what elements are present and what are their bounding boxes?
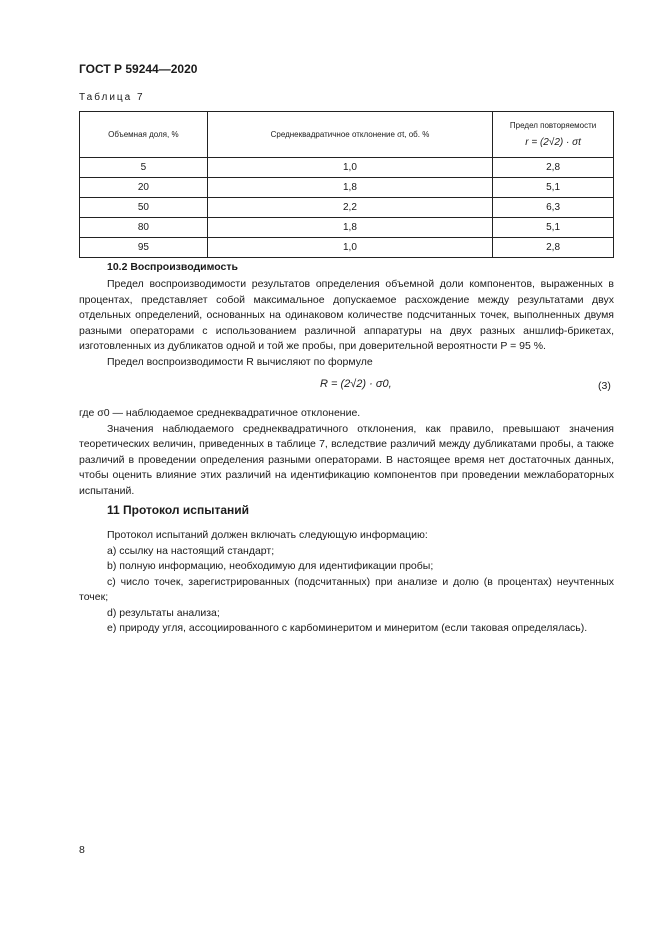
- cell-limit: 5,1: [493, 218, 614, 238]
- section-10-2-notes: [79, 406, 614, 499]
- page-number: 8: [79, 844, 85, 856]
- paragraph-protocol-intro: Протокол испытаний должен включать следующую информацию:: [107, 529, 428, 541]
- section-heading-11: 11 Протокол испытаний: [107, 503, 249, 517]
- list-item: c) число точек, зарегистрированных (подсчитанных) при анализе и долю (в процентах) неучтенных точек;: [79, 575, 614, 603]
- col-header-repeatability: [493, 112, 614, 158]
- cell-limit: 2,8: [493, 158, 614, 178]
- list-item: e) природу угля, ассоциированного с карбоминеритом и минеритом (если таковая определялась).: [107, 622, 588, 634]
- cell-fraction: 95: [80, 238, 208, 258]
- table-header-row: [80, 112, 614, 158]
- section-11-text: [79, 528, 614, 637]
- cell-limit: 2,8: [493, 238, 614, 258]
- cell-fraction: 80: [80, 218, 208, 238]
- cell-limit: 6,3: [493, 198, 614, 218]
- paragraph-where: где σ0 — наблюдаемое среднеквадратичное отклонение.: [79, 407, 361, 419]
- table-row: [80, 218, 614, 238]
- cell-std-dev: 1,8: [207, 218, 492, 238]
- cell-fraction: 20: [80, 178, 208, 198]
- list-item: a) ссылку на настоящий стандарт;: [107, 544, 275, 557]
- cell-fraction: 50: [80, 198, 208, 218]
- equation-number: (3): [598, 380, 611, 392]
- table-caption: Таблица 7: [79, 92, 145, 103]
- cell-std-dev: 1,0: [207, 238, 492, 258]
- cell-std-dev: 2,2: [207, 198, 492, 218]
- table-row: [80, 178, 614, 198]
- table-row: [80, 238, 614, 258]
- paragraph-formula-intro: Предел воспроизводимости R вычисляют по формуле: [107, 355, 373, 368]
- table-row: [80, 158, 614, 178]
- col-header-std-dev: Среднеквадратичное отклонение σt, об. %: [207, 112, 492, 158]
- paragraph-reproducibility-definition: Предел воспроизводимости результатов определения объемной доли компонентов, выраженных в процентах, представляет собой максимальное допускаемое расхождение между результатами двух отдельных определений, основанных на одинаковом количестве подсчитанных точек, выполненных двумя разными операторами с использованием различной аппаратуры на двух разных аншлиф-брикетах, изготовленных из дубликатов одной и той же пробы, при доверительной вероятности P = 95 %.: [79, 278, 614, 352]
- list-item: d) результаты анализа;: [107, 606, 220, 619]
- section-10-2-text: [79, 277, 614, 370]
- formula-3: R = (2√2) · σ0,: [320, 378, 392, 390]
- section-heading-10-2: 10.2 Воспроизводимость: [107, 261, 238, 273]
- cell-limit: 5,1: [493, 178, 614, 198]
- col-header-fraction: Объемная доля, %: [80, 112, 208, 158]
- cell-fraction: 5: [80, 158, 208, 178]
- standard-designation: ГОСТ Р 59244—2020: [79, 62, 198, 76]
- table-row: [80, 198, 614, 218]
- list-item: b) полную информацию, необходимую для идентификации пробы;: [107, 560, 434, 572]
- table-7: [79, 111, 614, 258]
- cell-std-dev: 1,8: [207, 178, 492, 198]
- cell-std-dev: 1,0: [207, 158, 492, 178]
- paragraph-observed-values: Значения наблюдаемого среднеквадратичного отклонения, как правило, превышают значения теоретических величин, приведенных в таблице 7, вследствие различий между дубликатами пробы, а также различий в проведении определения разными операторами. В настоящее время нет достаточных данных, чтобы оценить влияние этих различий на идентификацию компонентов при проведении межлабораторных испытаний.: [79, 422, 614, 497]
- repeatability-formula: r = (2√2) · σt: [525, 137, 581, 148]
- repeatability-label: Предел повторяемости: [509, 121, 597, 130]
